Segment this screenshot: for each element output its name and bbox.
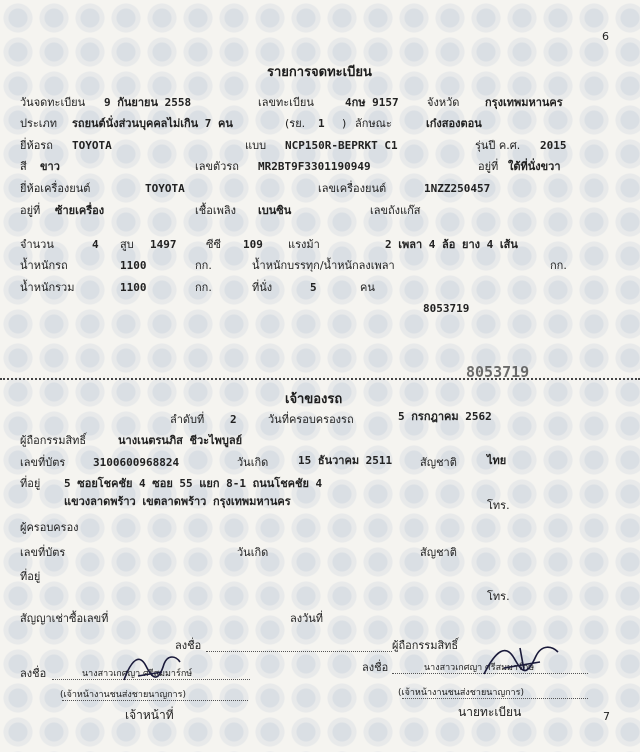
seats-value: 5 [310,281,317,294]
style-label: ลักษณะ [355,117,392,130]
perforation-line [0,378,640,380]
id-value: 3100600968824 [93,456,180,469]
weight-unit: กก. [195,259,212,272]
tel-label: โทร. [487,499,510,512]
possessor-nation-label: สัญชาติ [420,546,457,559]
since-label: วันที่ครอบครองรถ [268,413,354,426]
owner-heading: เจ้าของรถ [285,392,343,407]
serial-faded: 8053719 [466,363,530,381]
officer-name: นางสาวเกศญา ศรีสมมาร์กษ์ [82,669,193,679]
owner-sign-title: ผู้ถือกรรมสิทธิ์ [392,639,459,652]
gas-label: เลขถังแก๊ส [370,204,421,217]
color-label: สี [20,160,27,173]
owner-sign-label: ลงชื่อ [175,639,202,652]
load-unit: กก. [550,259,567,272]
possessor-tel-label: โทร. [487,590,510,603]
registrar-sign-label: ลงชื่อ [362,661,389,674]
count-label: จำนวน [20,238,54,251]
model-value: NCP150R-BEPRKT C1 [285,139,398,152]
rs-label: (รย. [285,117,306,130]
year-value: 2015 [540,139,567,152]
cc-label: ซีซี [206,238,221,251]
chassis-loc-label: อยู่ที่ [478,160,499,173]
type-value: รถยนต์นั่งส่วนบุคคลไม่เกิน 7 คน [72,117,233,130]
engine-no-value: 1NZZ250457 [424,182,491,195]
cylinders-value: 4 [92,238,99,251]
gross-value: 1100 [120,281,147,294]
officer-position-line [62,700,248,701]
engine-brand-label: ยี่ห้อเครื่องยนต์ [20,182,91,195]
addr-label: ที่อยู่ [20,477,41,490]
hp-label: แรงม้า [288,238,320,251]
brand-label: ยี่ห้อรถ [20,139,53,152]
officer-position: (เจ้าหน้างานชนส่งชายนาญการ) [60,690,186,700]
page-number-top: 6 [602,30,609,43]
load-label: น้ำหนักบรรทุก/น้ำหนักลงเพลา [252,259,395,272]
registrar-signature [480,640,562,682]
reg-no-value: 4กษ 9157 [345,96,399,109]
addr-line2: แขวงลาดพร้าว เขตลาดพร้าว กรุงเทพมหานคร [64,495,291,508]
possessor-label: ผู้ครอบครอง [20,521,79,534]
id-label: เลขที่บัตร [20,456,66,469]
nation-value: ไทย [487,454,507,467]
axles-value: 2 เพลา 4 ล้อ ยาง 4 เส้น [385,238,518,251]
engine-loc-value: ซ้ายเครื่อง [55,204,105,217]
year-label: รุ่นปี ค.ศ. [475,139,521,152]
possessor-addr-label: ที่อยู่ [20,570,41,583]
seats-unit: คน [360,281,375,294]
province-value: กรุงเทพมหานคร [485,96,563,109]
style-value: เก๋งสองตอน [426,117,482,130]
dob-value: 15 ธันวาคม 2511 [298,454,393,467]
owner-label: ผู้ถือกรรมสิทธิ์ [20,434,87,447]
since-value: 5 กรกฎาคม 2562 [398,410,492,423]
page-title: รายการจดทะเบียน [267,65,372,80]
type-label: ประเภท [20,117,58,130]
chassis-label: เลขตัวรถ [195,160,239,173]
fuel-value: เบนซิน [258,204,292,217]
registrar-position: (เจ้าหน้างานชนส่งชายนาญการ) [398,688,524,698]
chassis-value: MR2BT9F3301190949 [258,160,371,173]
engine-brand-value: TOYOTA [145,182,185,195]
dob-label: วันเกิด [237,456,269,469]
hp-value: 109 [243,238,263,251]
gross-label: น้ำหนักรวม [20,281,75,294]
page-number-bottom: 7 [603,710,610,723]
model-label: แบบ [245,139,267,152]
seats-label: ที่นั่ง [252,281,273,294]
rs-close: ) [342,117,347,130]
brand-value: TOYOTA [72,139,112,152]
reg-date-value: 9 กันยายน 2558 [104,96,192,109]
rs-value: 1 [318,117,325,130]
reg-no-label: เลขทะเบียน [258,96,314,109]
serial-number: 8053719 [423,302,470,315]
lease-date-label: ลงวันที่ [290,612,324,625]
registrar-position-line [402,698,588,699]
possessor-id-label: เลขที่บัตร [20,546,66,559]
chassis-loc-value: ใต้ที่นั่งขวา [508,160,561,173]
officer-title: เจ้าหน้าที่ [125,708,174,722]
engine-loc-label: อยู่ที่ [20,204,41,217]
engine-no-label: เลขเครื่องยนต์ [318,182,387,195]
cylinders-label: สูบ [120,238,134,251]
possessor-dob-label: วันเกิด [237,546,269,559]
cc-value: 1497 [150,238,177,251]
weight-value: 1100 [120,259,147,272]
officer-signature [118,650,186,690]
province-label: จังหวัด [427,96,460,109]
registrar-name: นางสาวเกศญา ศรีสมมาร์กษ์ [424,663,535,673]
nation-label: สัญชาติ [420,456,457,469]
owner-sign-line [206,651,392,652]
lease-label: สัญญาเช่าซื้อเลขที่ [20,612,109,625]
seq-label: ลำดับที่ [170,413,205,426]
officer-sign-label: ลงชื่อ [20,667,47,680]
owner-name: นางเนตรนภิส ชีวะไพบูลย์ [118,434,243,447]
registrar-title: นายทะเบียน [458,705,522,719]
weight-label: น้ำหนักรถ [20,259,68,272]
color-value: ขาว [40,160,60,173]
gross-unit: กก. [195,281,212,294]
reg-date-label: วันจดทะเบียน [20,96,86,109]
seq-value: 2 [230,413,237,426]
addr-line1: 5 ซอยโชคชัย 4 ซอย 55 แยก 8-1 ถนนโชคชัย 4 [64,477,323,490]
fuel-label: เชื้อเพลิง [195,204,236,217]
